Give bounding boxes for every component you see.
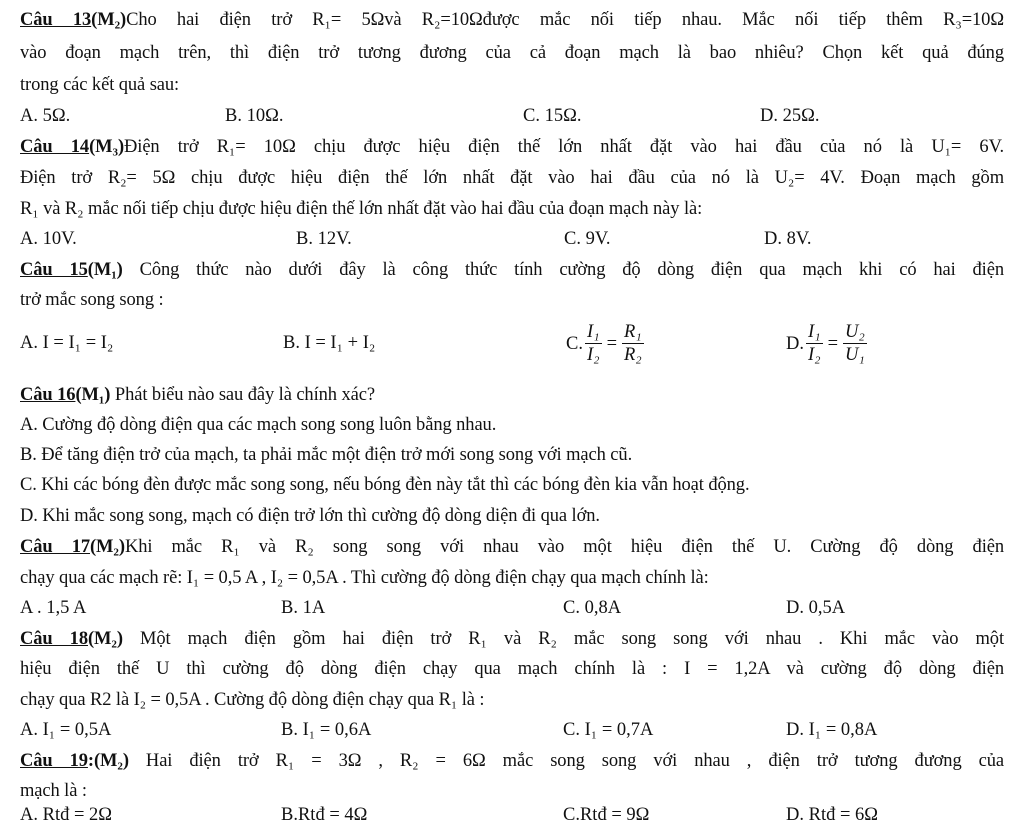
fraction-numerator: U₂ bbox=[845, 322, 865, 343]
equals-sign: = bbox=[606, 333, 617, 354]
q13-option-b: B. 10Ω. bbox=[225, 106, 284, 126]
fraction-numerator: R₁ bbox=[624, 322, 642, 343]
q17-line-2: chạy qua các mạch rẽ: I₁ = 0,5 A , I₂ = 0,5A . Thì cường độ dòng điện chạy qua mạch chính là: bbox=[20, 568, 709, 588]
q13-option-c: C. 15Ω. bbox=[523, 106, 582, 126]
q13-line-2: vào đoạn mạch trên, thì điện trở tương đương của cả đoạn mạch là bao nhiêu? Chọn kết quả đúng bbox=[20, 43, 1004, 63]
q18-level: (M₂) bbox=[87, 629, 123, 649]
q15-option-c-fraction-1 bbox=[585, 321, 602, 366]
q16-option-c: C. Khi các bóng đèn được mắc song song, nếu bóng đèn này tắt thì các bóng đèn kia vẫn hoạt động. bbox=[20, 475, 750, 495]
q14-option-d: D. 8V. bbox=[764, 229, 812, 249]
q18-line-3: chạy qua R2 là I₂ = 0,5A . Cường độ dòng điện chạy qua R₁ là : bbox=[20, 690, 485, 710]
equals-sign: = bbox=[827, 333, 839, 354]
q19-line-1 bbox=[20, 749, 1004, 773]
q17-label: Câu 17 bbox=[20, 537, 90, 557]
fraction-numerator: I₁ bbox=[586, 322, 600, 343]
q17-option-c: C. 0,8A bbox=[563, 598, 622, 618]
q19-option-d: D. Rtđ = 6Ω bbox=[786, 805, 879, 825]
q17-text-1: Khi mắc R₁ và R₂ song song với nhau vào một hiệu điện thế U. Cường độ dòng điện bbox=[124, 537, 1004, 557]
q16-level: (M₁) bbox=[75, 385, 111, 405]
q18-label: Câu 18 bbox=[20, 629, 88, 649]
q16-option-b: B. Để tăng điện trở của mạch, ta phải mắc một điện trở mới song song với mạch cũ. bbox=[20, 445, 633, 465]
q16-option-d: D. Khi mắc song song, mạch có điện trở lớn thì cường độ dòng diện đi qua lớn. bbox=[20, 506, 600, 526]
q13-label: Câu 13 bbox=[20, 10, 92, 30]
q13-line-1 bbox=[20, 8, 1004, 32]
q17-line-1 bbox=[20, 535, 1004, 559]
q15-option-c bbox=[566, 311, 646, 376]
q15-option-a: A. I = I₁ = I₂ bbox=[20, 333, 114, 353]
fraction-numerator: I₁ bbox=[808, 322, 821, 343]
q16-text-1: Phát biểu nào sau đây là chính xác? bbox=[110, 385, 375, 405]
q17-option-a: A . 1,5 A bbox=[20, 598, 87, 618]
q15-option-d bbox=[786, 311, 869, 376]
q18-option-d: D. I₁ = 0,8A bbox=[786, 720, 878, 740]
q17-option-d: D. 0,5A bbox=[786, 598, 846, 618]
q15-option-d-prefix: D. bbox=[786, 333, 804, 354]
q15-label: Câu 15 bbox=[20, 260, 88, 280]
q15-option-c-prefix: C. bbox=[566, 333, 583, 354]
q14-option-c: C. 9V. bbox=[564, 229, 611, 249]
q18-text-1: Một mạch điện gồm hai điện trở R₁ và R₂ mắc song song với nhau . Khi mắc vào một bbox=[122, 629, 1004, 649]
q15-option-b: B. I = I₁ + I₂ bbox=[283, 333, 376, 353]
q14-line-3: R₁ và R₂ mắc nối tiếp chịu được hiệu điện thế lớn nhất đặt vào hai đầu của đoạn mạch này là: bbox=[20, 199, 703, 219]
q15-line-1 bbox=[20, 258, 1004, 282]
q13-option-d: D. 25Ω. bbox=[760, 106, 820, 126]
q13-line-3: trong các kết quả sau: bbox=[20, 75, 180, 95]
q14-option-b: B. 12V. bbox=[296, 229, 352, 249]
q13-option-a: A. 5Ω. bbox=[20, 106, 71, 126]
q16-option-a: A. Cường độ dòng điện qua các mạch song song luôn bằng nhau. bbox=[20, 415, 497, 435]
fraction-denominator: R₂ bbox=[624, 345, 642, 366]
q13-level: (M₂) bbox=[91, 10, 127, 30]
q14-option-a: A. 10V. bbox=[20, 229, 77, 249]
q16-label: Câu 16 bbox=[20, 385, 76, 405]
q19-option-c: C.Rtđ = 9Ω bbox=[563, 805, 650, 825]
q15-text-1: Công thức nào dưới đây là công thức tính cường độ dòng điện qua mạch khi có hai điện bbox=[122, 260, 1004, 280]
q19-level: :(M₂) bbox=[87, 751, 129, 771]
q19-line-2: mạch là : bbox=[20, 781, 87, 801]
q14-text-1: Điện trở R₁= 10Ω chịu được hiệu điện thế lớn nhất đặt vào hai đầu của nó là U₁= 6V. bbox=[124, 137, 1004, 157]
fraction-denominator: U₁ bbox=[845, 345, 865, 366]
q18-line-1 bbox=[20, 627, 1004, 651]
q15-line-2: trở mắc song song : bbox=[20, 290, 164, 310]
q19-text-1: Hai điện trở R₁ = 3Ω , R₂ = 6Ω mắc song song với nhau , điện trở tương đương của bbox=[128, 751, 1004, 771]
fraction-denominator: I₂ bbox=[586, 345, 600, 366]
q19-option-b: B.Rtđ = 4Ω bbox=[281, 805, 368, 825]
fraction-denominator: I₂ bbox=[808, 345, 821, 366]
q15-option-c-fraction-2 bbox=[622, 321, 644, 366]
q18-option-c: C. I₁ = 0,7A bbox=[563, 720, 654, 740]
q14-label: Câu 14 bbox=[20, 137, 90, 157]
q14-line-2: Điện trở R₂= 5Ω chịu được hiệu điện thế lớn nhất đặt vào hai đầu của nó là U₂= 4V. Đoạn mạch gồm bbox=[20, 168, 1004, 188]
q15-option-d-fraction-1 bbox=[806, 321, 823, 366]
q15-level: (M₁) bbox=[87, 260, 123, 280]
q15-option-d-fraction-2 bbox=[843, 321, 867, 366]
q13-text-1: Cho hai điện trở R₁= 5Ωvà R₂=10Ωđược mắc nối tiếp nhau. Mắc nối tiếp thêm R₃=10Ω bbox=[126, 10, 1004, 30]
q17-option-b: B. 1A bbox=[281, 598, 326, 618]
q17-level: (M₂) bbox=[90, 537, 125, 557]
q18-option-b: B. I₁ = 0,6A bbox=[281, 720, 372, 740]
q14-line-1 bbox=[20, 135, 1004, 159]
q14-level: (M₃) bbox=[89, 137, 125, 157]
q19-label: Câu 19 bbox=[20, 751, 88, 771]
q16-line-1 bbox=[20, 383, 375, 407]
q19-option-a: A. Rtđ = 2Ω bbox=[20, 805, 113, 825]
q18-line-2: hiệu điện thế U thì cường độ dòng điện chạy qua mạch chính là : I = 1,2A và cường độ dòng điện bbox=[20, 659, 1004, 679]
q18-option-a: A. I₁ = 0,5A bbox=[20, 720, 112, 740]
